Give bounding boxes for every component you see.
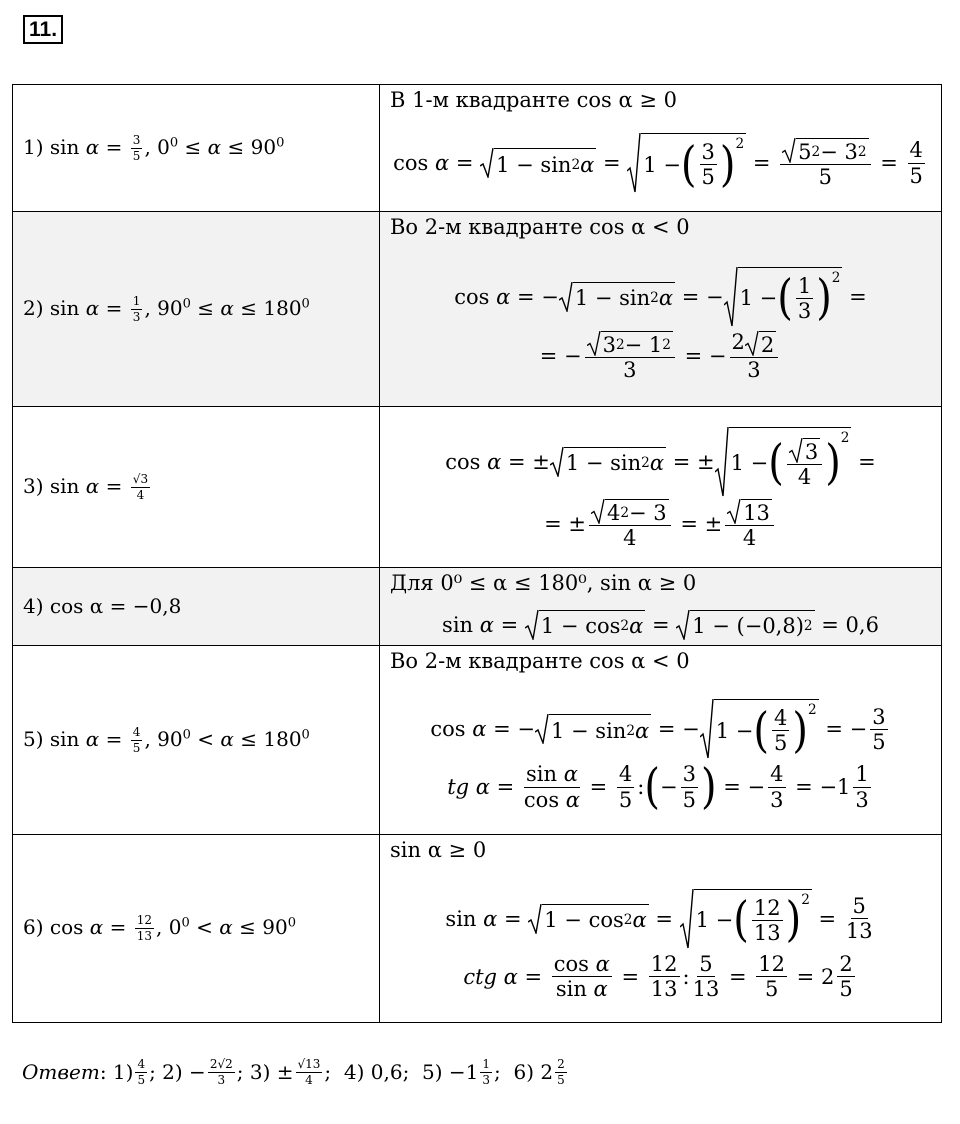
- solution-cell: [380, 568, 942, 646]
- condition-cell: [13, 835, 380, 1023]
- equation-line: cos α = − 1 − sin 2 α = − 1 − ( 1 3 ) $^2$ =: [380, 237, 941, 327]
- equation-line: sin α = 1 − cos 2 α = 1 − ( 12 13 ) $^2$ = 5 13: [380, 857, 941, 949]
- solution-cell: [380, 835, 942, 1023]
- equation-line: tg α = sin α cos α = 4 5 : ( − 3 5 ) = − 4 3 = −1 1 3: [447, 759, 869, 815]
- solution-cell: [380, 212, 942, 407]
- equation-line: = ± 4 2 − 3 4 = ± 13 4: [380, 497, 941, 549]
- condition-cell: [13, 212, 380, 407]
- condition-5: 5) sin α = $\frac{4}{5}$ , $90^0 < \alpha \le 180^0$: [23, 724, 310, 755]
- solution-cell: [380, 407, 942, 568]
- table-row: [13, 835, 942, 1023]
- equation-line: ctg α = cos α sin α = 12 13 : 5 13 = 12 5 = 2 2 5: [463, 951, 853, 1001]
- solution-cell: [380, 85, 942, 212]
- table-row: [13, 407, 942, 568]
- table-row: [13, 568, 942, 646]
- quadrant-note: Во 2-м квадранте cos α < 0: [390, 649, 690, 673]
- answer-label: Ответ: [22, 1060, 100, 1085]
- quadrant-note: sin α ≥ 0: [390, 838, 487, 862]
- equation-line: cos α = 1 − sin 2 α = 1 − ( 3 5 ) $^2$ = 5 2 − 3 2 5 = 4 5: [380, 103, 941, 193]
- condition-4: 4) cos α = −0,8: [23, 594, 182, 618]
- quadrant-note: Во 2-м квадранте cos α < 0: [390, 215, 690, 239]
- quadrant-note: В 1-м квадранте cos α ≥ 0: [390, 88, 677, 112]
- equation-line: cos α = − 1 − sin 2 α = − 1 − ( 4 5 ) $^2$ = − 3 5: [380, 669, 941, 759]
- condition-cell: [13, 407, 380, 568]
- condition-cell: [13, 85, 380, 212]
- table-row: [13, 646, 942, 835]
- table-row: [13, 85, 942, 212]
- solution-cell: [380, 646, 942, 835]
- solution-table: [12, 84, 942, 1023]
- condition-1: 1) sin α = $\frac{3}{5}$ , $0^0 \le \alpha \le 90^0$: [23, 132, 285, 163]
- condition-2: 2) sin α = $\frac{1}{3}$ , $90^0 \le \alpha \le 180^0$: [23, 293, 310, 324]
- problem-number: 11.: [23, 15, 63, 44]
- condition-6: 6) cos α = $\frac{12}{13}$ , $0^0 < \alpha \le 90^0$: [23, 913, 296, 943]
- condition-3: 3) sin α = $\frac{√3}{4}$: [23, 471, 149, 502]
- condition-cell: [13, 646, 380, 835]
- equation-line: cos α = ± 1 − sin 2 α = ± 1 − ( 3 4 ) $^2$ =: [380, 425, 941, 497]
- answer-line: Ответ : 1) 4 5 ; 2) − 2√2 3 ; 3) ± √13 4 ; 4) 0,6; 5) −1 1 3 ; 6) 2 2 5: [22, 1057, 565, 1087]
- quadrant-note: Для 0⁰ ≤ α ≤ 180⁰, sin α ≥ 0: [390, 571, 697, 595]
- condition-cell: [13, 568, 380, 646]
- equation-line: = − 3 2 − 1 2 3 = − 2 2 3: [380, 327, 941, 381]
- table-row: [13, 212, 942, 407]
- equation-line: sin α = 1 − cos 2 α = 1 − (−0,8) 2 = 0,6: [380, 574, 941, 640]
